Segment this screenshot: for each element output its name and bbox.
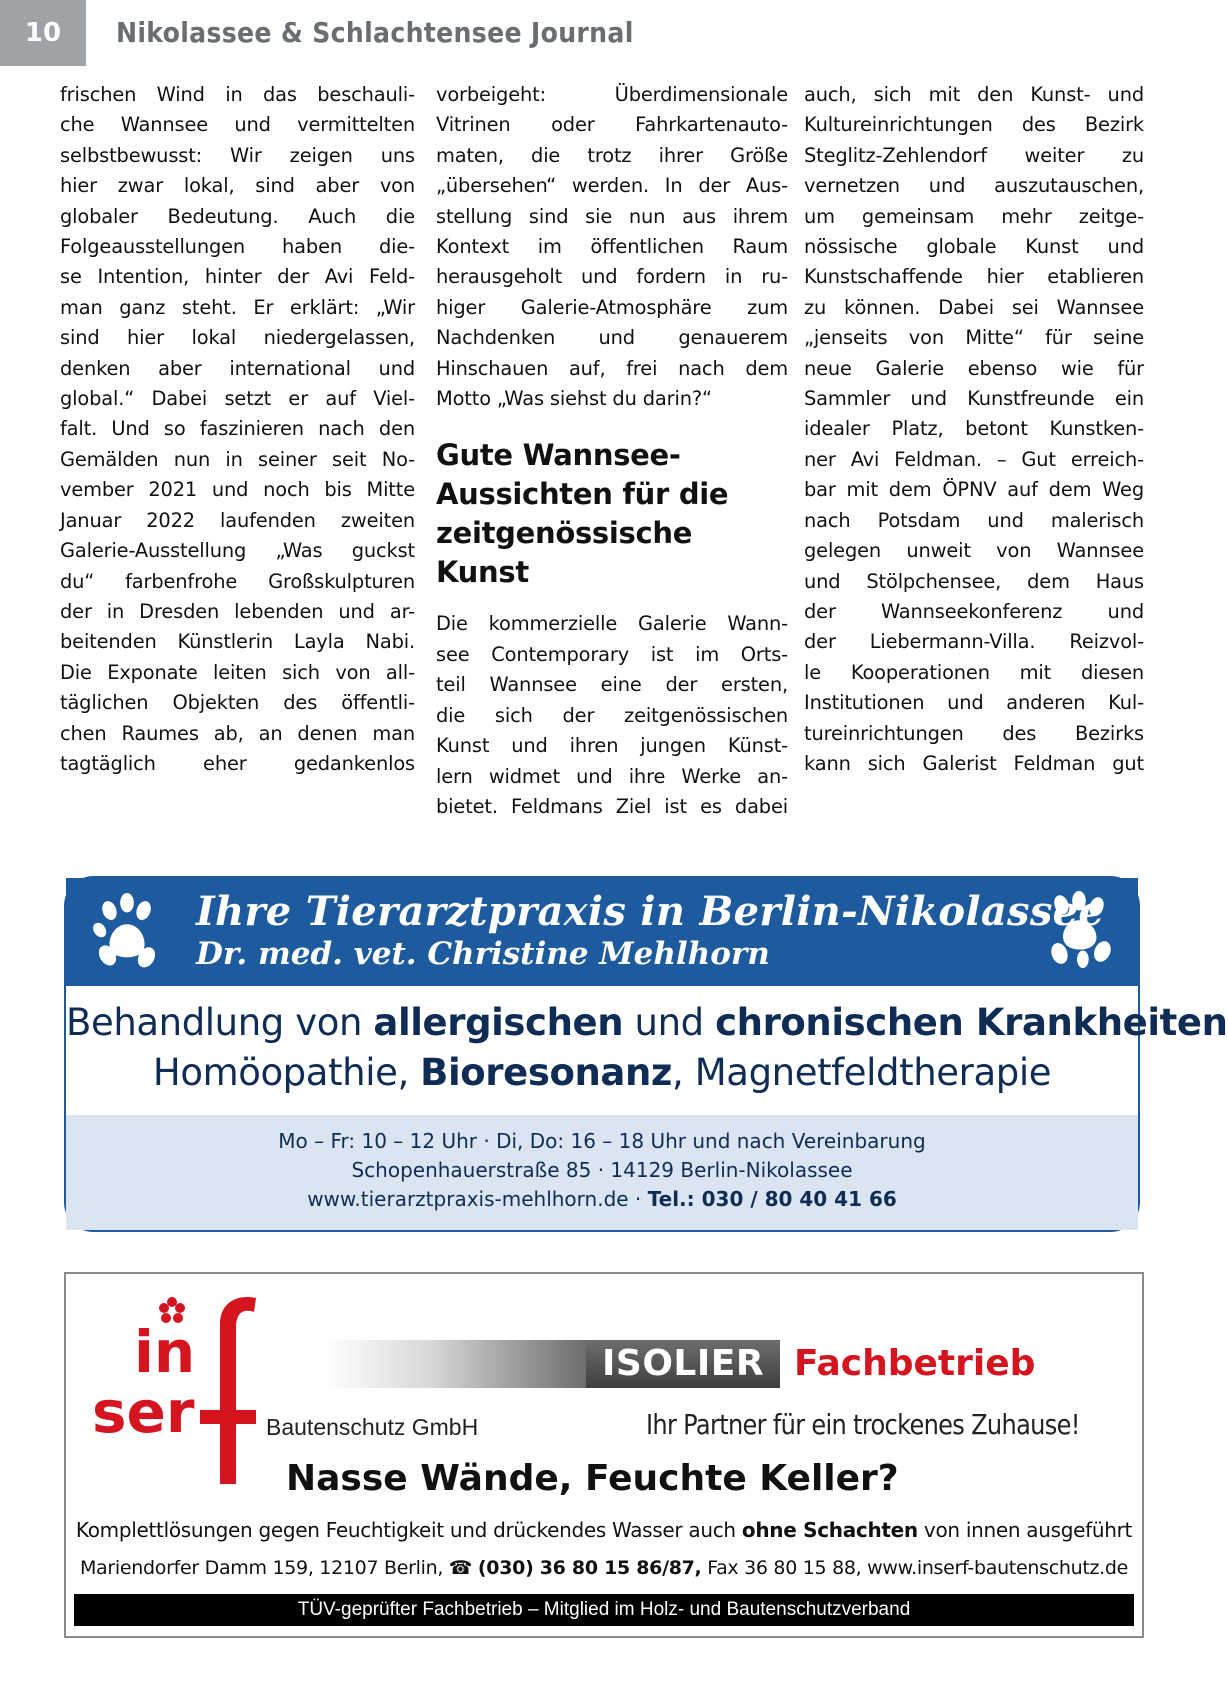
article-line: Institutionen und anderen Kul- bbox=[804, 691, 1144, 715]
article-line: auch, sich mit den Kunst- und bbox=[804, 83, 1144, 106]
article-line: Hinschauen auf, frei nach dem bbox=[436, 356, 788, 380]
vet-ad-website[interactable]: www.tierarztpraxis-mehlhorn.de · bbox=[307, 1187, 648, 1211]
article-column-1 bbox=[60, 80, 415, 779]
article-line: der Liebermann-Villa. Reizvol- bbox=[804, 630, 1144, 654]
heading-line: zeitgenössische Kunst bbox=[436, 516, 693, 590]
article-line: die sich der zeitgenössischen bbox=[436, 703, 788, 727]
article-line: le Kooperationen mit diesen bbox=[804, 660, 1144, 684]
article-line: se Intention, hinter der Avi Feld- bbox=[60, 265, 415, 289]
article-column-2-top bbox=[436, 80, 788, 414]
vet-ad-services bbox=[66, 998, 1228, 1098]
vet-advertisement bbox=[64, 876, 1228, 1232]
inserf-logo bbox=[88, 1288, 298, 1498]
article-line: vember 2021 und noch bis Mitte bbox=[60, 478, 415, 502]
fachbetrieb-label: Fachbetrieb bbox=[794, 1343, 1036, 1384]
article-line: „übersehen“ werden. In der Aus- bbox=[436, 174, 788, 198]
vet-ad-phone[interactable]: Tel.: 030 / 80 40 41 66 bbox=[647, 1187, 897, 1211]
article-line: Vitrinen oder Fahrkartenauto- bbox=[436, 113, 788, 137]
article-line: zu können. Dabei sei Wannsee bbox=[804, 295, 1144, 319]
article-line: global.“ Dabei setzt er auf Viel- bbox=[60, 387, 415, 411]
isolier-label: ISOLIER bbox=[586, 1340, 780, 1388]
inserf-advertisement bbox=[64, 1272, 1144, 1638]
inserf-headline: Nasse Wände, Feuchte Keller? bbox=[286, 1458, 899, 1499]
article-line: Steglitz-Zehlendorf weiter zu bbox=[804, 143, 1144, 167]
article-column-3 bbox=[804, 80, 1144, 779]
article-line: und Stölpchensee, dem Haus bbox=[804, 569, 1144, 593]
article-line: Folgeausstellungen haben die- bbox=[60, 235, 415, 259]
article-line: Januar 2022 laufenden zweiten bbox=[60, 508, 415, 532]
article-line: bar mit dem ÖPNV auf dem Weg bbox=[804, 478, 1144, 502]
article-line: selbstbewusst: Wir zeigen uns bbox=[60, 143, 415, 167]
vet-ad-title: Ihre Tierarztpraxis in Berlin-Nikolassee bbox=[196, 888, 1105, 935]
vet-ad-web-phone bbox=[66, 1185, 1138, 1214]
article-line: hier zwar lokal, sind aber von bbox=[60, 174, 415, 198]
article-line: täglichen Objekten des öffentli- bbox=[60, 691, 415, 715]
article-line: der in Dresden lebenden und ar- bbox=[60, 599, 415, 623]
article-line: herausgeholt und fordern in ru- bbox=[436, 265, 788, 289]
svg-text:in: in bbox=[134, 1318, 196, 1386]
tuev-footer-bar: TÜV-geprüfter Fachbetrieb – Mitglied im Holz- und Bautenschutzverband bbox=[74, 1594, 1134, 1626]
article-line: Kontext im öffentlichen Raum bbox=[436, 235, 788, 259]
isolier-gradient-bar bbox=[326, 1340, 586, 1388]
article-line: tagtäglich eher gedankenlos bbox=[60, 751, 415, 775]
article-line: Motto „Was siehst du darin?“ bbox=[436, 387, 712, 411]
article-line: tureinrichtungen des Bezirks bbox=[804, 721, 1144, 745]
svg-text:ser: ser bbox=[92, 1378, 195, 1446]
article-line: nössische globale Kunst und bbox=[804, 235, 1144, 259]
inserf-services-line: Komplettlösungen gegen Feuchtigkeit und drückendes Wasser auch ohne Schachten von innen ausgeführt bbox=[75, 1518, 1133, 1542]
article-line: beitenden Künstlerin Layla Nabi. bbox=[60, 630, 415, 654]
isolier-fachbetrieb-banner bbox=[586, 1340, 1036, 1388]
article-line: der Wannseekonferenz und bbox=[804, 599, 1144, 623]
article-line: che Wannsee und vermittelten bbox=[60, 113, 415, 137]
heading-line: Gute Wannsee- bbox=[436, 438, 681, 473]
article-line: ner Avi Feldman. – Gut erreich- bbox=[804, 447, 1144, 471]
article-line: higer Galerie-Atmosphäre zum bbox=[436, 295, 788, 319]
article-line: maten, die trotz ihrer Größe bbox=[436, 143, 788, 167]
article-line: Galerie-Ausstellung „Was guckst bbox=[60, 539, 415, 563]
article-line: Gemälden nun in seiner seit No- bbox=[60, 447, 415, 471]
journal-title: Nikolassee & Schlachtensee Journal bbox=[116, 16, 634, 49]
paw-print-icon bbox=[88, 892, 166, 972]
article-line: lern widmet und ihre Werke an- bbox=[436, 764, 788, 788]
article-column-2-bottom bbox=[436, 609, 788, 822]
heading-line: Aussichten für die bbox=[436, 477, 729, 512]
article-line: globaler Bedeutung. Auch die bbox=[60, 204, 415, 228]
article-line: Kunstschaffende hier etablieren bbox=[804, 265, 1144, 289]
article-line: man ganz steht. Er erklärt: „Wir bbox=[60, 295, 415, 319]
article-line: um gemeinsam mehr zeitge- bbox=[804, 204, 1144, 228]
article-line: Kultureinrichtungen des Bezirk bbox=[804, 113, 1144, 137]
vet-ad-services-line-2: Homöopathie, Bioresonanz, Magnetfeldtherapie bbox=[152, 1051, 1052, 1094]
article-line: Kunst und ihren jungen Künst- bbox=[436, 734, 788, 758]
article-line: falt. Und so faszinieren nach den bbox=[60, 417, 415, 441]
section-heading bbox=[436, 436, 788, 592]
article-line: denken aber international und bbox=[60, 356, 415, 380]
article-line: nach Potsdam und malerisch bbox=[804, 508, 1144, 532]
vet-ad-doctor-name: Dr. med. vet. Christine Mehlhorn bbox=[196, 936, 770, 972]
article-line: Die kommerzielle Galerie Wann- bbox=[436, 612, 788, 636]
slogan: Ihr Partner für ein trockenes Zuhause! bbox=[646, 1408, 1080, 1441]
article-line: du“ farbenfrohe Großskulpturen bbox=[60, 569, 415, 593]
article-line: neue Galerie ebenso wie für bbox=[804, 356, 1144, 380]
article-line: chen Raumes ab, an denen man bbox=[60, 721, 415, 745]
article-line: frischen Wind in das beschauli- bbox=[60, 83, 415, 106]
page-number: 10 bbox=[0, 0, 86, 66]
article-line: Sammler und Kunstfreunde ein bbox=[804, 387, 1144, 411]
inserf-contact-line: Mariendorfer Damm 159, 12107 Berlin, ☎ (030) 36 80 15 86/87, Fax 36 80 15 88, www.inserf-bautenschutz.de bbox=[79, 1557, 1129, 1579]
article-line: vernetzen und auszutauschen, bbox=[804, 174, 1144, 198]
article-line: Nachdenken und genauerem bbox=[436, 326, 788, 350]
vet-ad-address: Schopenhauerstraße 85 · 14129 Berlin-Nikolassee bbox=[351, 1158, 853, 1182]
company-name: Bautenschutz GmbH bbox=[266, 1414, 479, 1440]
article-line: Die Exponate leiten sich von all- bbox=[60, 660, 415, 684]
inserf-phone[interactable]: (030) 36 80 15 86/87, bbox=[477, 1557, 702, 1579]
article-line: idealer Platz, betont Kunstken- bbox=[804, 417, 1144, 441]
vet-ad-contact-info bbox=[66, 1115, 1138, 1230]
article-line: „jenseits von Mitte“ für seine bbox=[804, 326, 1144, 350]
vet-ad-services-line-1: Behandlung von allergischen und chronischen Krankheiten bbox=[66, 1001, 1228, 1044]
article-column-2 bbox=[436, 80, 788, 822]
article-line: see Contemporary ist im Orts- bbox=[436, 642, 788, 666]
article-line: teil Wannsee eine der ersten, bbox=[436, 673, 788, 697]
article-line: gelegen unweit von Wannsee bbox=[804, 539, 1144, 563]
article-line: bietet. Feldmans Ziel ist es dabei bbox=[436, 794, 788, 818]
article-line: sind hier lokal niedergelassen, bbox=[60, 326, 415, 350]
article-line: vorbeigeht: Überdimensionale bbox=[436, 83, 788, 106]
vet-ad-hours: Mo – Fr: 10 – 12 Uhr · Di, Do: 16 – 18 Uhr und nach Vereinbarung bbox=[278, 1129, 926, 1153]
article-line: kann sich Galerist Feldman gut bbox=[804, 751, 1144, 775]
article-line: stellung sind sie nun aus ihrem bbox=[436, 204, 788, 228]
